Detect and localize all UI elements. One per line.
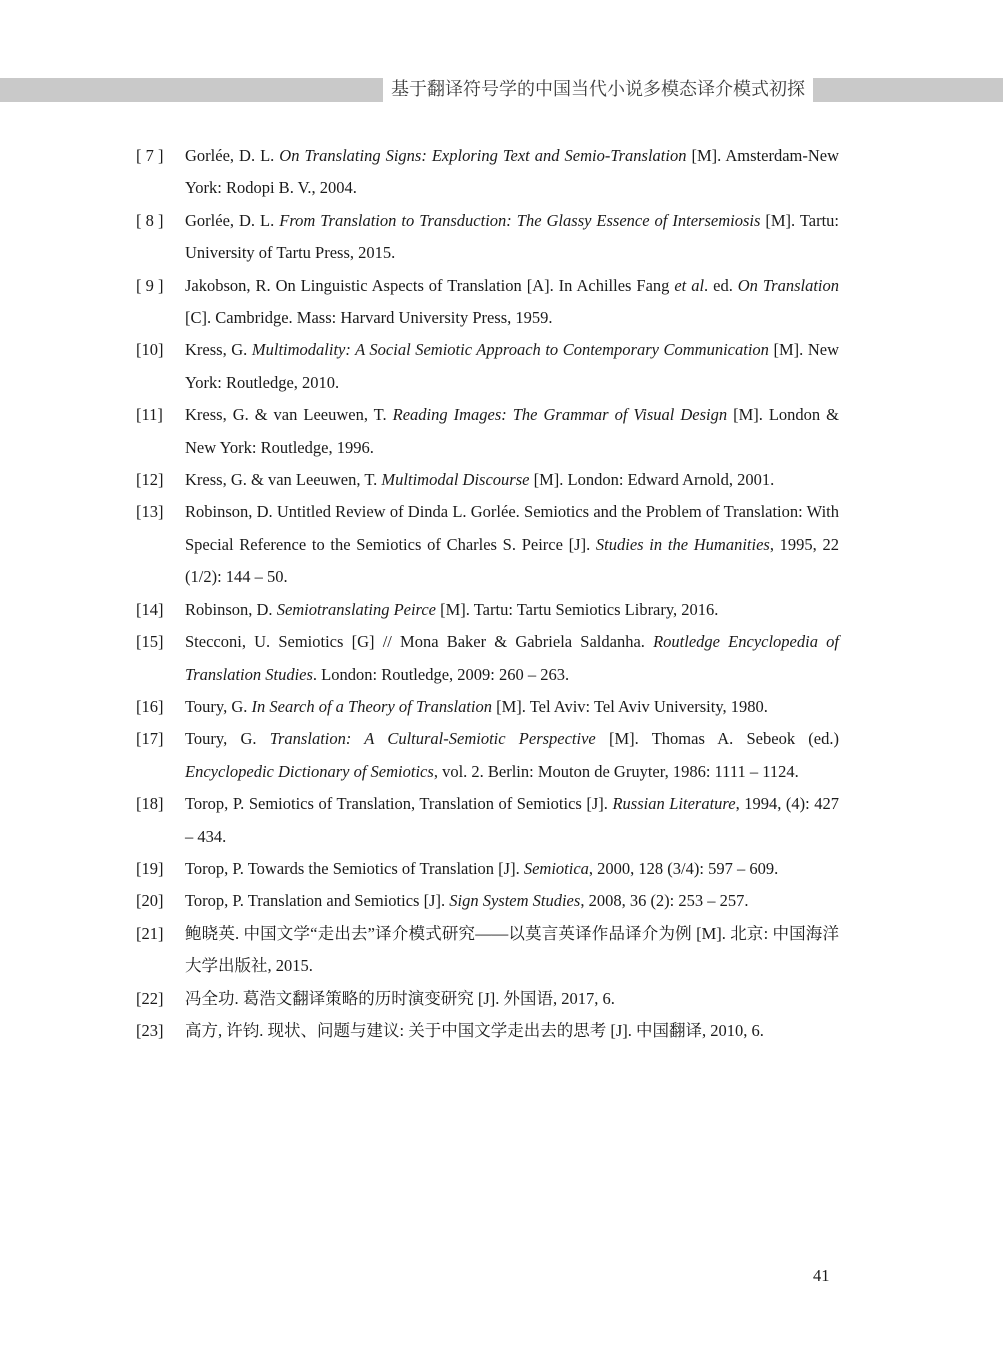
reference-entry [136, 399, 839, 464]
reference-number: [11] [136, 405, 163, 425]
reference-title-italic: In Search of a Theory of Translation [251, 696, 492, 716]
reference-text-segment: Robinson, D. Untitled Review of Dinda L. Gorlée. Semiotics and the Problem of Translation: With Special Reference to the Semiotics of Charles S. Peirce [J]. [185, 502, 839, 554]
reference-title-italic: Encyclopedic Dictionary of Semiotics [185, 761, 434, 781]
reference-title-italic: Reading Images: The Grammar of Visual Design [392, 405, 728, 425]
reference-entry [136, 594, 839, 626]
reference-title-italic: From Translation to Transduction: The Glassy Essence of Intersemiosis [279, 210, 761, 230]
reference-text-segment: , 1995, 22 (1/2): 144 – 50. [185, 534, 840, 587]
reference-entry [136, 885, 839, 917]
reference-text [185, 697, 768, 716]
reference-text-segment: Kress, G. & van Leeuwen, T. [185, 405, 393, 425]
reference-entry [136, 723, 839, 788]
reference-text-segment: [M]. Tel Aviv: Tel Aviv University, 1980. [492, 696, 768, 716]
reference-number: [23] [136, 1020, 164, 1040]
reference-text-segment: [M]. London & New York: Routledge, 1996. [185, 405, 840, 457]
reference-text-segment: [M]. New York: Routledge, 2010. [185, 340, 839, 392]
reference-title-italic: Semiotranslating Peirce [276, 599, 437, 619]
reference-title-italic: Russian Literature [612, 794, 736, 814]
reference-text [185, 502, 839, 586]
reference-entry [136, 464, 839, 496]
reference-entry [136, 334, 839, 399]
reference-text [185, 340, 839, 391]
reference-entry [136, 140, 839, 205]
reference-text-segment: [M]. London: Edward Arnold, 2001. [529, 470, 775, 490]
reference-number: [13] [136, 502, 164, 522]
reference-text-segment: Gorlée, D. L. [185, 210, 280, 230]
reference-number: [18] [136, 794, 164, 814]
reference-title-italic: et al [674, 275, 705, 295]
reference-number: [22] [136, 988, 164, 1008]
reference-title-italic: Multimodal Discourse [381, 470, 530, 490]
reference-number: [16] [136, 696, 164, 716]
reference-text [185, 859, 778, 878]
reference-text [185, 632, 839, 683]
reference-text-segment: Robinson, D. [185, 599, 277, 619]
reference-text-segment: . London: Routledge, 2009: 260 – 263. [312, 664, 570, 684]
reference-number: [19] [136, 858, 164, 878]
reference-title-italic: Translation: A Cultural-Semiotic Perspective [269, 729, 596, 749]
reference-text-segment: Toury, G. [185, 729, 270, 749]
reference-text-segment: [M]. Tartu: Tartu Semiotics Library, 2016. [436, 599, 719, 619]
reference-text [185, 405, 839, 456]
running-header-title: 基于翻译符号学的中国当代小说多模态译介模式初探 [383, 78, 813, 102]
reference-text-segment: 高方, 许钧. 现状、问题与建议: 关于中国文学走出去的思考 [J]. 中国翻译, 2010, 6. [185, 1020, 764, 1040]
reference-text [185, 1021, 764, 1040]
reference-text-segment: Kress, G. [185, 340, 252, 360]
reference-entry [136, 1015, 839, 1047]
reference-text-segment: [C]. Cambridge. Mass: Harvard University Press, 1959. [185, 308, 553, 328]
reference-text-segment: [M]. Amsterdam-New York: Rodopi B. V., 2004. [185, 146, 839, 198]
reference-text-segment: , 1994, (4): 427 – 434. [185, 794, 839, 846]
reference-text-segment: Gorlée, D. L. [185, 146, 280, 165]
reference-title-italic: Sign System Studies [449, 891, 581, 911]
reference-text [185, 146, 839, 197]
reference-text-segment: [M]. Thomas A. Sebeok (ed.) [595, 729, 839, 749]
reference-number: [15] [136, 632, 164, 652]
reference-entry [136, 496, 839, 593]
reference-text [185, 794, 839, 845]
reference-entry [136, 788, 839, 853]
reference-title-italic: Routledge Encyclopedia of Translation Studies [185, 632, 839, 684]
reference-text-segment: Kress, G. & van Leeuwen, T. [185, 470, 382, 490]
reference-entry [136, 691, 839, 723]
reference-text-segment: Jakobson, R. On Linguistic Aspects of Translation [A]. In Achilles Fang [185, 275, 675, 295]
reference-entry [136, 626, 839, 691]
reference-title-italic: On Translating Signs: Exploring Text and Semio-Translation [279, 146, 687, 165]
reference-number: [ 7 ] [136, 146, 164, 165]
reference-text-segment: . ed. [704, 275, 738, 295]
reference-text [185, 211, 839, 262]
reference-entry [136, 918, 839, 983]
reference-text-segment: 冯全功. 葛浩文翻译策略的历时演变研究 [J]. 外国语, 2017, 6. [185, 988, 615, 1008]
reference-text [185, 276, 839, 327]
reference-text-segment: 鲍晓英. 中国文学“走出去”译介模式研究——以莫言英译作品译介为例 [M]. 北京: 中国海洋大学出版社, 2015. [185, 923, 839, 976]
reference-text-segment: Torop, P. Translation and Semiotics [J]. [185, 891, 450, 911]
reference-title-italic: Studies in the Humanities [595, 534, 770, 554]
reference-text-segment: , 2008, 36 (2): 253 – 257. [580, 891, 749, 911]
reference-text [185, 600, 718, 619]
reference-text-segment: Torop, P. Semiotics of Translation, Translation of Semiotics [J]. [185, 794, 613, 814]
reference-text-segment: [M]. Tartu: University of Tartu Press, 2015. [185, 210, 840, 263]
reference-title-italic: On Translation [737, 275, 839, 295]
reference-text [185, 729, 839, 780]
reference-text-segment: , 2000, 128 (3/4): 597 – 609. [588, 858, 779, 878]
reference-number: [10] [136, 340, 164, 360]
reference-list [136, 140, 839, 1047]
reference-number: [12] [136, 470, 164, 490]
reference-entry [136, 853, 839, 885]
reference-text-segment: Stecconi, U. Semiotics [G] // Mona Baker & Gabriela Saldanha. [185, 632, 654, 652]
reference-title-italic: Semiotica [523, 858, 589, 878]
reference-number: [ 8 ] [136, 210, 164, 230]
reference-title-italic: Multimodality: A Social Semiotic Approach to Contemporary Communication [251, 340, 769, 360]
reference-text [185, 470, 774, 489]
reference-number: [21] [136, 923, 164, 943]
reference-entry [136, 205, 839, 270]
reference-number: [14] [136, 599, 164, 619]
reference-text-segment: , vol. 2. Berlin: Mouton de Gruyter, 1986: 1111 – 1124. [433, 761, 799, 781]
reference-number: [ 9 ] [136, 275, 164, 295]
reference-entry [136, 270, 839, 335]
reference-number: [17] [136, 729, 164, 749]
reference-text [185, 924, 839, 975]
reference-text [185, 891, 749, 910]
reference-text [185, 989, 615, 1008]
reference-text-segment: Toury, G. [185, 696, 252, 716]
page-number: 41 [813, 1266, 830, 1285]
reference-text-segment: Torop, P. Towards the Semiotics of Translation [J]. [185, 858, 524, 878]
reference-entry [136, 983, 839, 1015]
reference-number: [20] [136, 891, 164, 911]
